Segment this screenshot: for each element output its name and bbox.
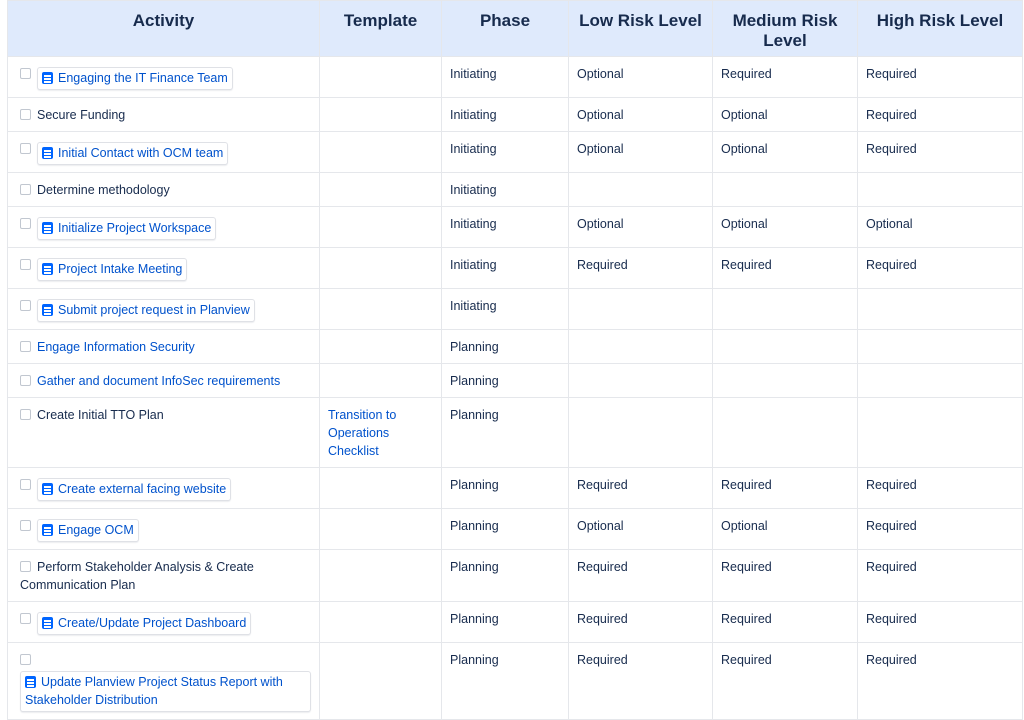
phase-cell: Initiating	[442, 173, 569, 207]
high-risk-cell: Required	[858, 550, 1023, 602]
medium-risk-cell: Optional	[713, 132, 858, 173]
low-risk-cell: Required	[569, 248, 713, 289]
task-checkbox[interactable]	[20, 409, 31, 420]
task-checkbox[interactable]	[20, 184, 31, 195]
high-risk-cell	[858, 330, 1023, 364]
page-link-chip[interactable]	[37, 142, 228, 165]
task-checkbox[interactable]	[20, 68, 31, 79]
activity-cell	[8, 289, 320, 330]
phase-cell: Initiating	[442, 57, 569, 98]
activity-link[interactable]: Engage Information Security	[37, 340, 195, 354]
high-risk-cell	[858, 173, 1023, 207]
activity-cell	[8, 207, 320, 248]
phase-cell: Planning	[442, 364, 569, 398]
activity-cell	[8, 643, 320, 720]
activity-cell	[8, 468, 320, 509]
low-risk-cell	[569, 398, 713, 468]
table-row	[8, 643, 1023, 720]
phase-cell: Initiating	[442, 248, 569, 289]
low-risk-cell	[569, 289, 713, 330]
document-icon	[42, 147, 53, 159]
activity-name: Create external facing website	[58, 482, 227, 496]
activity-cell	[8, 509, 320, 550]
template-cell	[320, 364, 442, 398]
header-template: Template	[320, 1, 442, 57]
activity-cell	[8, 330, 320, 364]
high-risk-cell: Required	[858, 248, 1023, 289]
table-row	[8, 364, 1023, 398]
header-high-risk: High Risk Level	[858, 1, 1023, 57]
page-link-chip[interactable]	[37, 612, 251, 635]
template-cell	[320, 57, 442, 98]
page-link-chip[interactable]	[37, 299, 255, 322]
medium-risk-cell: Required	[713, 643, 858, 720]
activity-cell	[8, 98, 320, 132]
document-icon	[42, 524, 53, 536]
low-risk-cell: Optional	[569, 207, 713, 248]
phase-cell: Planning	[442, 550, 569, 602]
activity-cell	[8, 248, 320, 289]
header-activity: Activity	[8, 1, 320, 57]
template-cell	[320, 207, 442, 248]
high-risk-cell: Required	[858, 468, 1023, 509]
template-cell	[320, 173, 442, 207]
medium-risk-cell	[713, 364, 858, 398]
phase-cell: Planning	[442, 398, 569, 468]
table-row	[8, 248, 1023, 289]
activity-name: Perform Stakeholder Analysis & Create Communication Plan	[20, 560, 254, 592]
task-checkbox[interactable]	[20, 259, 31, 270]
activity-name: Create Initial TTO Plan	[37, 408, 164, 422]
phase-cell: Initiating	[442, 132, 569, 173]
medium-risk-cell: Required	[713, 57, 858, 98]
phase-cell: Planning	[442, 643, 569, 720]
template-cell	[320, 550, 442, 602]
activity-link[interactable]: Gather and document InfoSec requirements	[37, 374, 281, 388]
template-cell	[320, 643, 442, 720]
document-icon	[42, 72, 53, 84]
medium-risk-cell	[713, 289, 858, 330]
template-cell	[320, 132, 442, 173]
template-cell	[320, 468, 442, 509]
table-row	[8, 509, 1023, 550]
template-cell	[320, 602, 442, 643]
high-risk-cell: Optional	[858, 207, 1023, 248]
activity-name: Initialize Project Workspace	[58, 221, 212, 235]
task-checkbox[interactable]	[20, 520, 31, 531]
medium-risk-cell: Required	[713, 468, 858, 509]
medium-risk-cell: Required	[713, 602, 858, 643]
table-row	[8, 398, 1023, 468]
medium-risk-cell	[713, 173, 858, 207]
task-checkbox[interactable]	[20, 375, 31, 386]
page-link-chip[interactable]	[37, 217, 216, 240]
high-risk-cell: Required	[858, 98, 1023, 132]
table-row	[8, 173, 1023, 207]
medium-risk-cell: Optional	[713, 207, 858, 248]
low-risk-cell: Required	[569, 550, 713, 602]
task-checkbox[interactable]	[20, 218, 31, 229]
table-row	[8, 602, 1023, 643]
activity-name: Engage OCM	[58, 523, 134, 537]
low-risk-cell: Required	[569, 468, 713, 509]
activity-cell	[8, 550, 320, 602]
phase-cell: Planning	[442, 468, 569, 509]
template-cell	[320, 398, 442, 468]
template-cell	[320, 509, 442, 550]
low-risk-cell	[569, 364, 713, 398]
low-risk-cell: Optional	[569, 98, 713, 132]
table-row	[8, 468, 1023, 509]
activity-cell	[8, 364, 320, 398]
document-icon	[42, 222, 53, 234]
activity-table	[7, 0, 1023, 720]
document-icon	[42, 617, 53, 629]
activity-cell	[8, 173, 320, 207]
table-header-row	[8, 1, 1023, 57]
high-risk-cell	[858, 364, 1023, 398]
page-link-chip[interactable]	[37, 519, 139, 542]
header-phase: Phase	[442, 1, 569, 57]
task-checkbox[interactable]	[20, 109, 31, 120]
activity-name: Secure Funding	[37, 108, 126, 122]
activity-name: Determine methodology	[37, 183, 170, 197]
high-risk-cell	[858, 289, 1023, 330]
page-link-chip[interactable]	[37, 67, 233, 90]
header-low-risk: Low Risk Level	[569, 1, 713, 57]
high-risk-cell: Required	[858, 132, 1023, 173]
activity-name: Submit project request in Planview	[58, 303, 250, 317]
low-risk-cell	[569, 330, 713, 364]
task-checkbox[interactable]	[20, 300, 31, 311]
low-risk-cell: Optional	[569, 132, 713, 173]
medium-risk-cell: Optional	[713, 509, 858, 550]
activity-cell	[8, 602, 320, 643]
medium-risk-cell: Required	[713, 550, 858, 602]
task-checkbox[interactable]	[20, 479, 31, 490]
high-risk-cell: Required	[858, 602, 1023, 643]
table-row	[8, 98, 1023, 132]
task-checkbox[interactable]	[20, 613, 31, 624]
table-row	[8, 57, 1023, 98]
activity-name: Create/Update Project Dashboard	[58, 616, 247, 630]
phase-cell: Initiating	[442, 98, 569, 132]
medium-risk-cell: Optional	[713, 98, 858, 132]
template-link[interactable]: Transition to Operations Checklist	[328, 408, 397, 458]
low-risk-cell: Optional	[569, 509, 713, 550]
phase-cell: Planning	[442, 602, 569, 643]
page-link-chip[interactable]	[20, 671, 311, 712]
activity-name: Project Intake Meeting	[58, 262, 183, 276]
activity-cell	[8, 57, 320, 98]
template-cell	[320, 248, 442, 289]
template-cell	[320, 330, 442, 364]
phase-cell: Initiating	[442, 289, 569, 330]
document-icon	[42, 483, 53, 495]
document-icon	[42, 263, 53, 275]
document-icon	[25, 676, 36, 688]
template-cell	[320, 289, 442, 330]
low-risk-cell: Optional	[569, 57, 713, 98]
medium-risk-cell	[713, 330, 858, 364]
high-risk-cell: Required	[858, 509, 1023, 550]
activity-name: Initial Contact with OCM team	[58, 146, 224, 160]
high-risk-cell: Required	[858, 57, 1023, 98]
table-row	[8, 132, 1023, 173]
header-medium-risk: Medium Risk Level	[713, 1, 858, 57]
task-checkbox[interactable]	[20, 341, 31, 352]
task-checkbox[interactable]	[20, 143, 31, 154]
activity-name: Update Planview Project Status Report with Stakeholder Distribution	[25, 675, 283, 707]
low-risk-cell	[569, 173, 713, 207]
activity-name: Engaging the IT Finance Team	[58, 71, 228, 85]
activity-cell	[8, 132, 320, 173]
task-checkbox[interactable]	[20, 654, 31, 665]
table-row	[8, 207, 1023, 248]
low-risk-cell: Required	[569, 643, 713, 720]
medium-risk-cell	[713, 398, 858, 468]
medium-risk-cell: Required	[713, 248, 858, 289]
table-row	[8, 330, 1023, 364]
template-cell	[320, 98, 442, 132]
activity-cell	[8, 398, 320, 468]
high-risk-cell	[858, 398, 1023, 468]
phase-cell: Planning	[442, 330, 569, 364]
phase-cell: Planning	[442, 509, 569, 550]
table-body	[8, 57, 1023, 720]
document-icon	[42, 304, 53, 316]
table-row	[8, 289, 1023, 330]
page-link-chip[interactable]	[37, 478, 231, 501]
low-risk-cell: Required	[569, 602, 713, 643]
task-checkbox[interactable]	[20, 561, 31, 572]
high-risk-cell: Required	[858, 643, 1023, 720]
table-row	[8, 550, 1023, 602]
phase-cell: Initiating	[442, 207, 569, 248]
page-link-chip[interactable]	[37, 258, 187, 281]
